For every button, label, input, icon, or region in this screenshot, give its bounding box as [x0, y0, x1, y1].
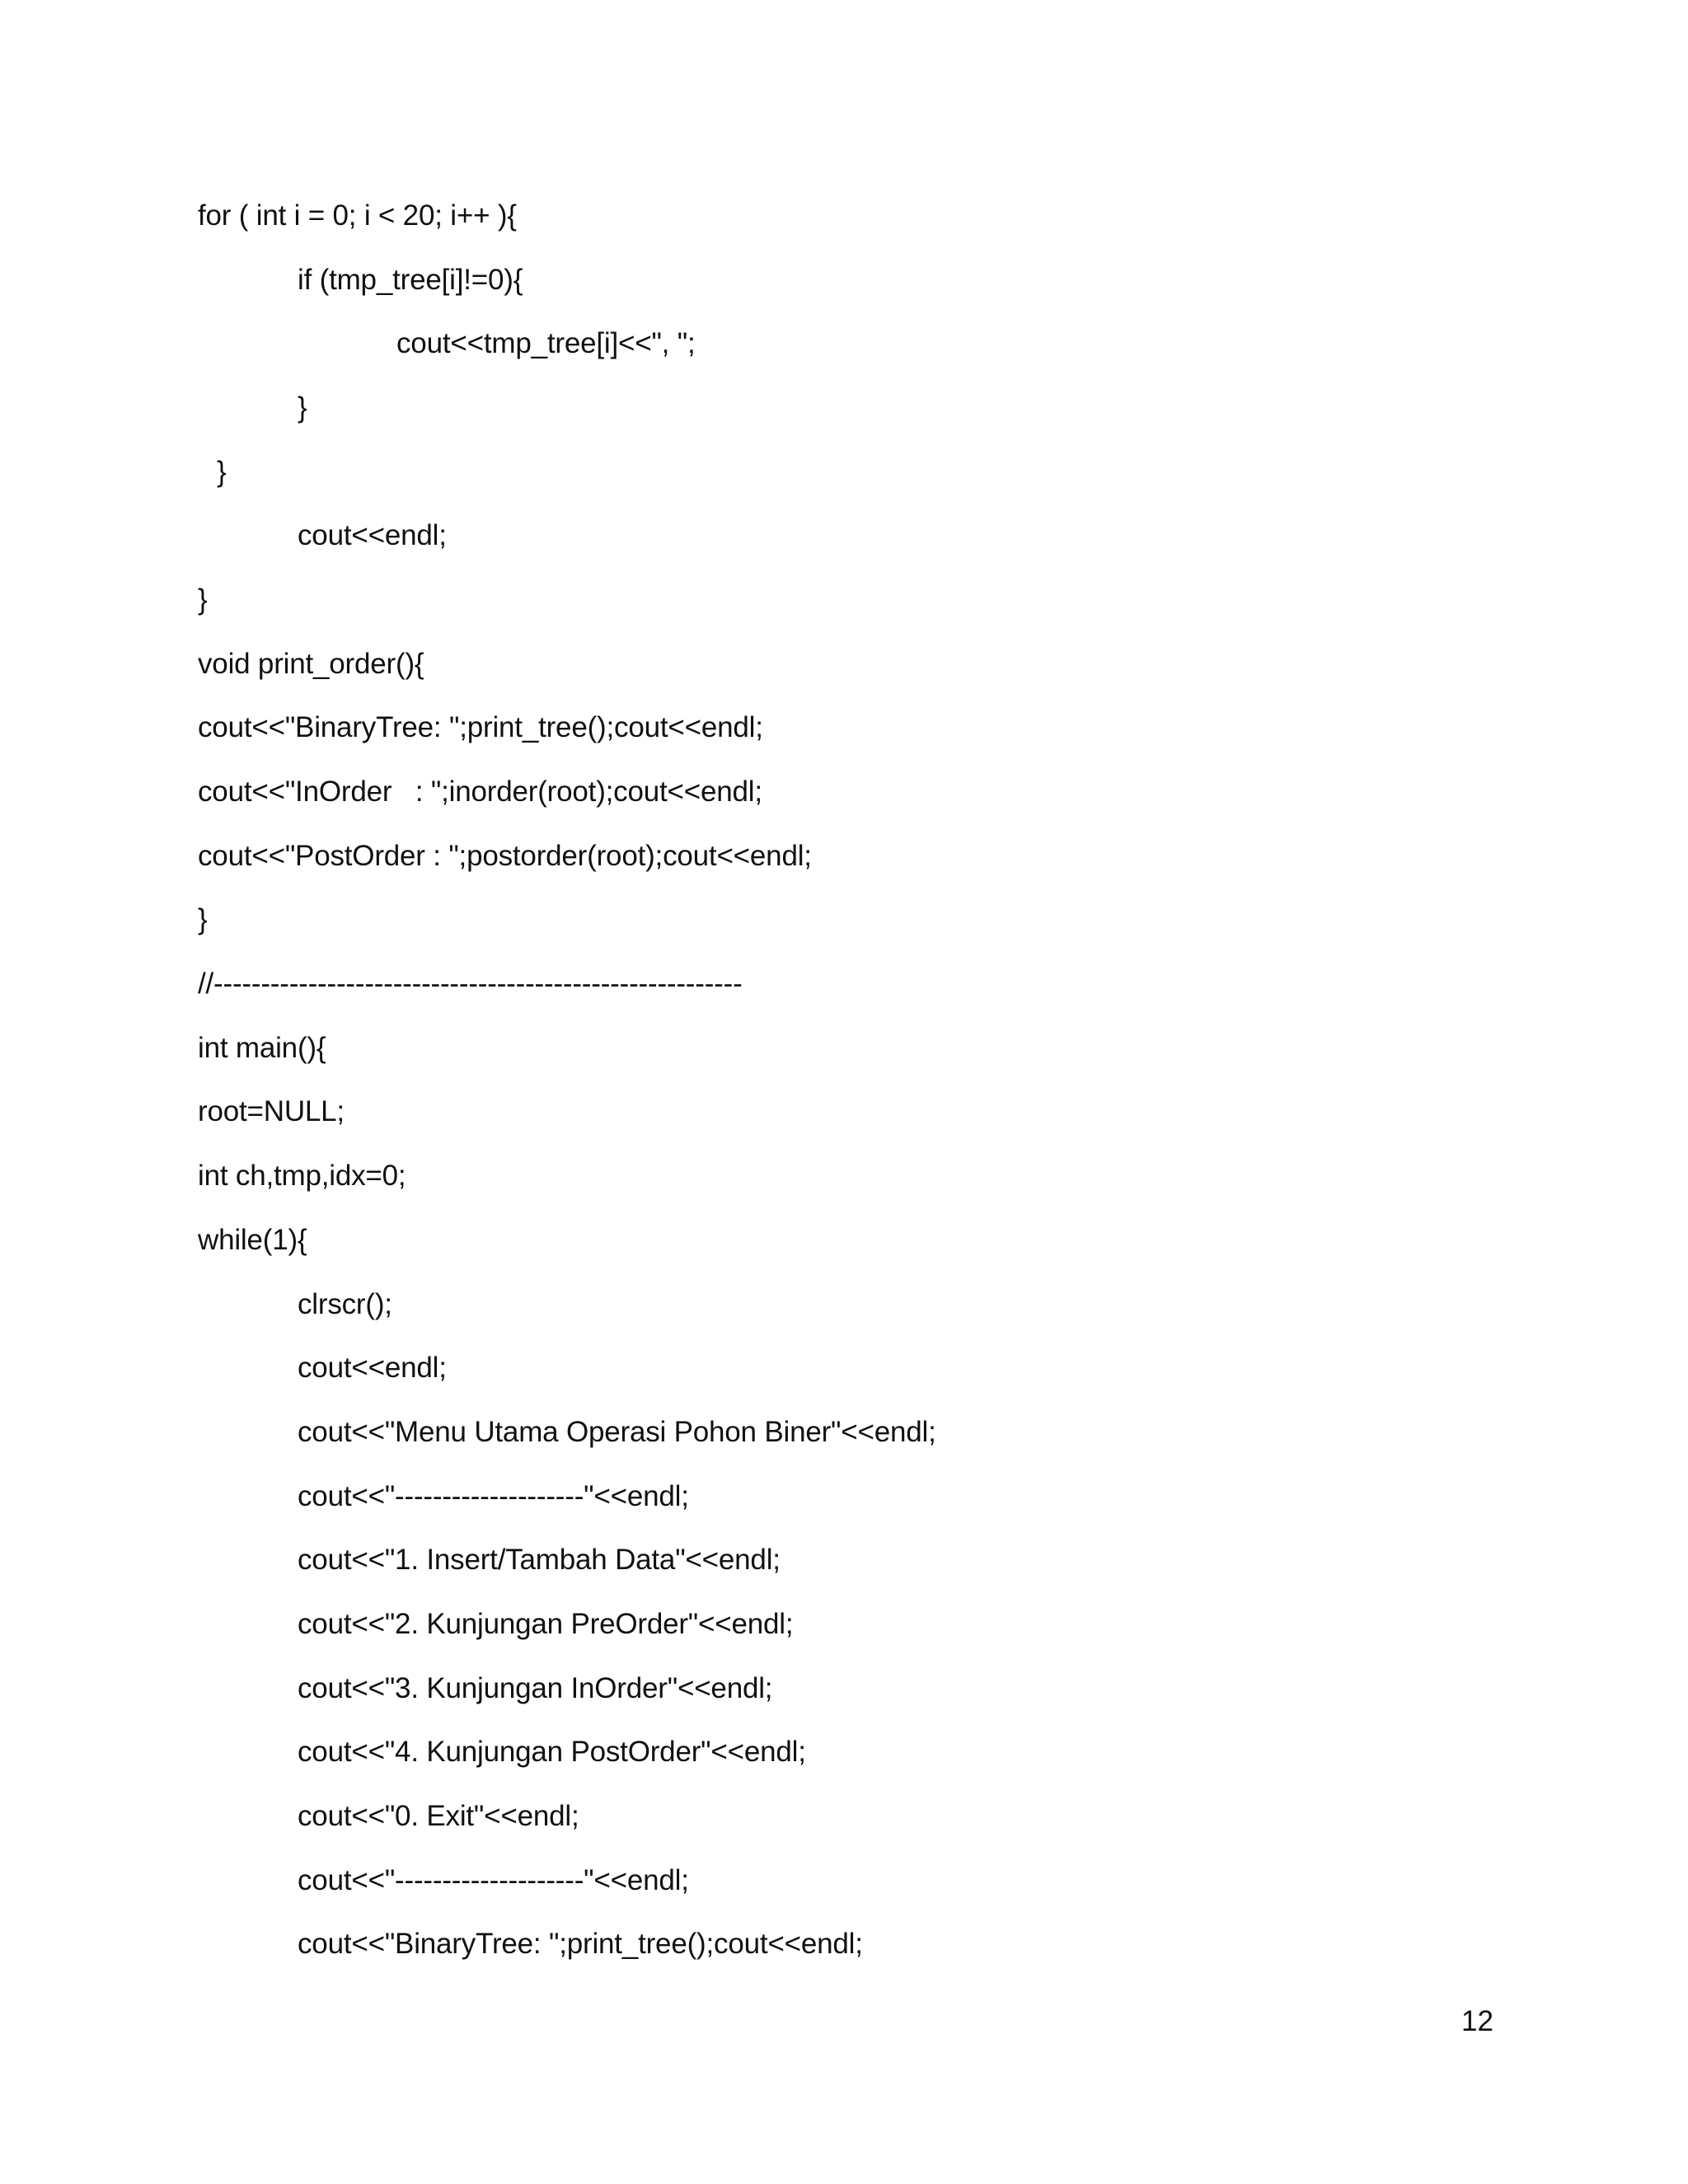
code-line: root=NULL; [198, 1095, 345, 1127]
code-line: cout<<endl; [298, 519, 447, 551]
code-line: cout<<"3. Kunjungan InOrder"<<endl; [298, 1672, 773, 1704]
code-line: } [198, 903, 208, 935]
code-line: int ch,tmp,idx=0; [198, 1160, 406, 1192]
code-line: for ( int i = 0; i < 20; i++ ){ [198, 199, 517, 232]
code-line: void print_order(){ [198, 648, 424, 680]
code-line: cout<<"Menu Utama Operasi Pohon Biner"<<endl; [298, 1416, 936, 1448]
code-line: cout<<"BinaryTree: ";print_tree();cout<<endl; [198, 711, 763, 743]
code-line: cout<<"1. Insert/Tambah Data"<<endl; [298, 1544, 781, 1576]
code-line: } [298, 391, 307, 424]
code-line: cout<<"0. Exit"<<endl; [298, 1800, 579, 1832]
code-line: cout<<tmp_tree[i]<<", "; [396, 327, 696, 359]
code-line: clrscr(); [298, 1288, 392, 1320]
code-line: cout<<"4. Kunjungan PostOrder"<<endl; [298, 1736, 806, 1768]
code-line: cout<<"InOrder : ";inorder(root);cout<<endl; [198, 776, 762, 808]
code-line: //-------------------------------------------------------- [198, 968, 743, 1000]
code-line: cout<<endl; [298, 1352, 447, 1384]
page-number: 12 [1461, 2005, 1493, 2037]
code-line: cout<<"2. Kunjungan PreOrder"<<endl; [298, 1608, 794, 1640]
code-line: int main(){ [198, 1032, 326, 1064]
code-line: } [217, 456, 227, 488]
code-line: cout<<"PostOrder : ";postorder(root);cout<<endl; [198, 840, 812, 872]
code-line: cout<<"BinaryTree: ";print_tree();cout<<endl; [298, 1928, 863, 1960]
code-line: while(1){ [198, 1224, 307, 1256]
code-line: } [198, 583, 208, 616]
code-line: cout<<"--------------------"<<endl; [298, 1480, 689, 1512]
code-line: cout<<"--------------------"<<endl; [298, 1864, 689, 1896]
code-line: if (tmp_tree[i]!=0){ [298, 264, 523, 296]
